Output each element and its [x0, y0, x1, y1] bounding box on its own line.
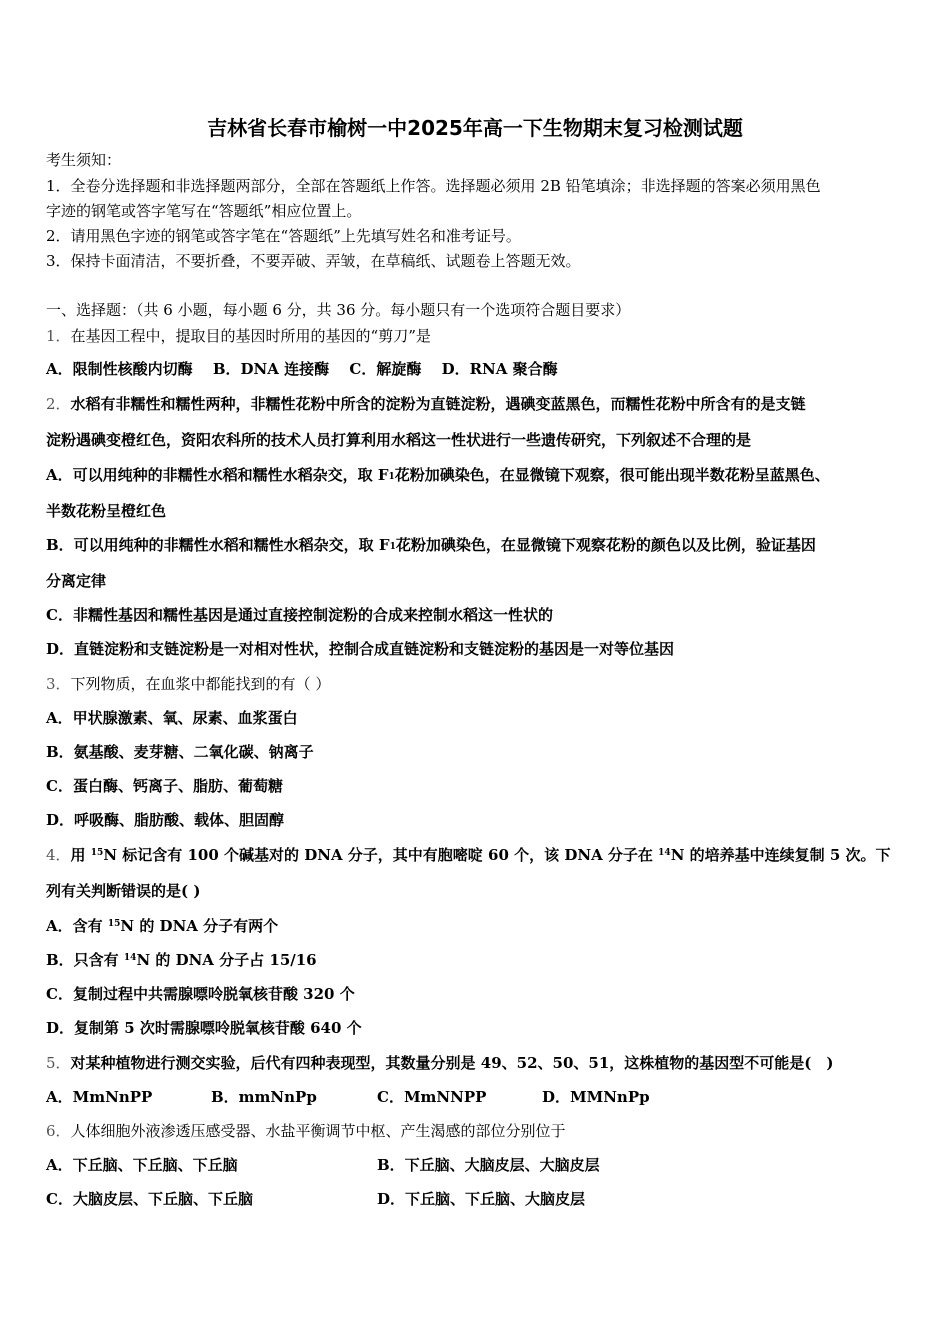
question-5-option-a[interactable]: A．MmNnPP [46, 1088, 153, 1106]
question-number: 6． [46, 1122, 71, 1140]
question-5-option-b[interactable]: B．mmNnPp [211, 1088, 317, 1106]
question-number: 5． [46, 1054, 71, 1072]
option-d[interactable]: D．RNA 聚合酶 [441, 360, 558, 378]
notice-item-2: 2．请用黑色字迹的钢笔或答字笔在“答题纸”上先填写姓名和准考证号。 [46, 227, 521, 245]
question-5-option-c[interactable]: C．MmNNPP [377, 1088, 487, 1106]
question-6-option-b[interactable]: B．下丘脑、大脑皮层、大脑皮层 [377, 1156, 600, 1174]
question-6-stem [46, 1121, 566, 1141]
option-a[interactable]: A．限制性核酸内切酶 [46, 360, 193, 378]
notice-item-3: 3．保持卡面清洁，不要折叠，不要弄破、弄皱，在草稿纸、试题卷上答题无效。 [46, 252, 581, 270]
question-5-option-d[interactable]: D．MMNnPp [542, 1088, 650, 1106]
question-2-option-b[interactable]: B．可以用纯种的非糯性水稻和糯性水稻杂交，取 $F_1$花粉加碘染色，在显微镜下观察花粉的颜色以及比例，验证基因 [46, 536, 816, 554]
question-3-option-d[interactable]: D．呼吸酶、脂肪酸、载体、胆固醇 [46, 811, 285, 829]
question-4-option-a[interactable]: A．含有 $^{15}$N 的 DNA 分子有两个 [46, 917, 279, 935]
question-text: 对某种植物进行测交实验，后代有四种表现型，其数量分别是 49、52、50、51，这株植物的基因型不可能是( ) [70, 1054, 834, 1072]
section-heading: 一、选择题：（共 6 小题，每小题 6 分，共 36 分。每小题只有一个选项符合题目要求） [46, 301, 631, 319]
question-4-stem-cont: 列有关判断错误的是( ) [46, 882, 201, 900]
exam-title: 吉林省长春市榆树一中2025年高一下生物期末复习检测试题 [207, 116, 743, 140]
question-4-stem: 4．用 $^{15}$N 标记含有 100 个碱基对的 DNA 分子，其中有胞嘧啶 60 个，该 DNA 分子在 $^{14}$N 的培养基中连续复制 5 次。下 [46, 846, 891, 864]
question-4-option-c[interactable]: C．复制过程中共需腺嘌呤脱氧核苷酸 320 个 [46, 985, 355, 1003]
question-2-option-a-cont: 半数花粉呈橙红色 [46, 502, 167, 520]
question-2-option-d[interactable]: D．直链淀粉和支链淀粉是一对相对性状，控制合成直链淀粉和支链淀粉的基因是一对等位基因 [46, 640, 675, 658]
question-number: 3． [46, 675, 71, 693]
question-1-stem [46, 326, 431, 346]
option-b[interactable]: B．DNA 连接酶 [212, 360, 330, 378]
notice-heading: 考生须知： [46, 151, 122, 169]
question-6-option-c[interactable]: C．大脑皮层、下丘脑、下丘脑 [46, 1190, 253, 1208]
question-text: 下列物质，在血浆中都能找到的有（ ） [70, 675, 331, 693]
question-4-option-b[interactable]: B．只含有 $^{14}$N 的 DNA 分子占 15/16 [46, 951, 317, 969]
notice-item-1: 1．全卷分选择题和非选择题两部分，全部在答题纸上作答。选择题必须用 2B 铅笔填涂；非选择题的答案必须用黑色 [46, 177, 821, 195]
question-6-option-d[interactable]: D．下丘脑、下丘脑、大脑皮层 [377, 1190, 586, 1208]
option-c[interactable]: C．解旋酶 [349, 360, 422, 378]
question-text: 在基因工程中，提取目的基因时所用的基因的“剪刀”是 [70, 327, 431, 345]
question-text: 水稻有非糯性和糯性两种，非糯性花粉中所含的淀粉为直链淀粉，遇碘变蓝黑色，而糯性花粉中所含有的是支链 [70, 395, 806, 413]
question-text: 人体细胞外液渗透压感受器、水盐平衡调节中枢、产生渴感的部位分别位于 [70, 1122, 566, 1140]
question-4-option-d[interactable]: D．复制第 5 次时需腺嘌呤脱氧核苷酸 640 个 [46, 1019, 362, 1037]
question-2-option-c[interactable]: C．非糯性基因和糯性基因是通过直接控制淀粉的合成来控制水稻这一性状的 [46, 606, 553, 624]
question-6-option-a[interactable]: A．下丘脑、下丘脑、下丘脑 [46, 1156, 238, 1174]
question-2-stem-cont: 淀粉遇碘变橙红色，资阳农科所的技术人员打算利用水稻这一性状进行一些遗传研究，下列叙述不合理的是 [46, 431, 752, 449]
question-1-options [46, 359, 558, 379]
question-number: 1． [46, 327, 71, 345]
notice-item-1-cont: 字迹的钢笔或答字笔写在“答题纸”相应位置上。 [46, 202, 362, 220]
question-5-stem [46, 1053, 833, 1073]
question-2-stem [46, 394, 806, 414]
question-number: 4． [46, 846, 71, 864]
question-3-stem [46, 674, 330, 694]
question-3-option-b[interactable]: B．氨基酸、麦芽糖、二氧化碳、钠离子 [46, 743, 314, 761]
question-2-option-b-cont: 分离定律 [46, 572, 107, 590]
question-3-option-a[interactable]: A．甲状腺激素、氧、尿素、血浆蛋白 [46, 709, 298, 727]
question-2-option-a[interactable]: A．可以用纯种的非糯性水稻和糯性水稻杂交，取 $F_1$花粉加碘染色，在显微镜下观察，很可能出现半数花粉呈蓝黑色、 [46, 466, 830, 484]
question-number: 2． [46, 395, 71, 413]
question-3-option-c[interactable]: C．蛋白酶、钙离子、脂肪、葡萄糖 [46, 777, 283, 795]
